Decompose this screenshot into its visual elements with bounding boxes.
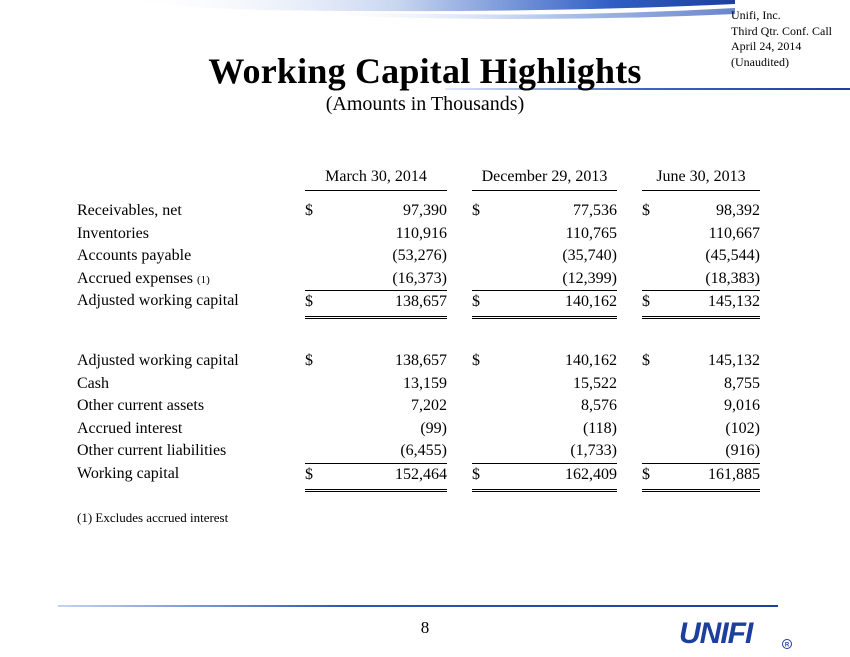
amount-value: (12,399) <box>562 269 617 287</box>
amount-value: (1,733) <box>570 442 617 459</box>
value-cell-march-2014 <box>305 463 447 486</box>
table-row <box>0 223 850 245</box>
currency-symbol: $ <box>305 465 313 483</box>
value-cell-march-2014 <box>305 200 447 222</box>
value-cell-december-2013 <box>472 463 617 486</box>
value-cell-march-2014 <box>305 373 447 395</box>
row-label-text: Working capital <box>77 464 180 482</box>
amount-value: (102) <box>725 419 760 437</box>
row-label <box>77 290 239 312</box>
column-header-march-2014: March 30, 2014 <box>305 167 447 191</box>
value-cell-march-2014 <box>305 245 447 267</box>
row-label-text: Inventories <box>77 224 149 242</box>
value-cell-december-2013 <box>472 350 617 372</box>
table-row <box>0 200 850 222</box>
value-cell-march-2014 <box>305 395 447 417</box>
currency-symbol: $ <box>305 202 313 219</box>
currency-symbol: $ <box>472 352 480 369</box>
currency-symbol: $ <box>642 202 650 219</box>
row-label-text: Other current liabilities <box>77 442 227 459</box>
value-cell-june-2013 <box>642 200 760 222</box>
event-name: Third Qtr. Conf. Call <box>731 23 832 38</box>
amount-value: 138,657 <box>395 293 447 310</box>
currency-symbol: $ <box>472 293 480 310</box>
row-label-text: Accrued expenses <box>77 269 193 287</box>
value-cell-december-2013 <box>472 223 617 245</box>
row-label <box>77 245 191 267</box>
amount-value: 7,202 <box>411 397 447 414</box>
unifi-logo <box>677 612 797 652</box>
event-date: April 24, 2014 <box>731 39 802 53</box>
table-row <box>0 350 850 372</box>
column-header-december-2013: December 29, 2013 <box>472 167 617 191</box>
value-cell-december-2013 <box>472 245 617 267</box>
currency-symbol: $ <box>642 465 650 483</box>
value-cell-march-2014 <box>305 418 447 440</box>
value-cell-june-2013 <box>642 268 760 290</box>
value-cell-june-2013 <box>642 223 760 245</box>
currency-symbol: $ <box>472 202 480 219</box>
value-cell-june-2013 <box>642 463 760 486</box>
value-cell-march-2014 <box>305 223 447 245</box>
amount-value: 15,522 <box>573 374 617 392</box>
value-cell-june-2013 <box>642 245 760 267</box>
row-label <box>77 350 239 372</box>
row-label-text: Other current assets <box>77 397 205 414</box>
row-label-text: Cash <box>77 374 109 392</box>
amount-value: 140,162 <box>565 352 617 369</box>
amount-value: 97,390 <box>403 202 447 219</box>
value-cell-december-2013 <box>472 373 617 395</box>
amount-value: 110,916 <box>395 224 447 242</box>
amount-value: 140,162 <box>565 293 617 310</box>
table-row <box>0 245 850 267</box>
table-row <box>0 290 850 312</box>
amount-value: (53,276) <box>392 247 447 264</box>
amount-value: 161,885 <box>708 465 760 483</box>
footnote-reference: (1) <box>196 273 210 286</box>
value-cell-june-2013 <box>642 418 760 440</box>
value-cell-december-2013 <box>472 268 617 290</box>
amount-value: (99) <box>420 419 447 437</box>
amount-value: 110,667 <box>708 224 760 242</box>
page-subtitle: (Amounts in Thousands) <box>325 93 525 115</box>
currency-symbol: $ <box>305 352 313 369</box>
currency-symbol: $ <box>472 465 480 483</box>
logo-wordmark: UNIFI <box>679 617 753 650</box>
value-cell-december-2013 <box>472 395 617 417</box>
value-cell-june-2013 <box>642 290 760 313</box>
amount-value: (35,740) <box>562 247 617 264</box>
amount-value: 138,657 <box>395 352 447 369</box>
row-label-text: Adjusted working capital <box>77 352 239 369</box>
row-label <box>77 395 204 417</box>
audit-status: (Unaudited) <box>731 54 789 69</box>
amount-value: 145,132 <box>708 352 760 369</box>
value-cell-december-2013 <box>472 418 617 440</box>
amount-value: 8,576 <box>581 397 617 414</box>
row-label <box>77 463 179 485</box>
currency-symbol: $ <box>642 352 650 369</box>
bottom-divider <box>58 605 778 607</box>
value-cell-december-2013 <box>472 440 617 462</box>
amount-value: 162,409 <box>565 465 617 483</box>
row-label-text: Receivables, net <box>77 202 182 219</box>
row-label <box>77 200 182 222</box>
value-cell-march-2014 <box>305 350 447 372</box>
table-row <box>0 463 850 485</box>
value-cell-june-2013 <box>642 350 760 372</box>
company-name: Unifi, Inc. <box>731 8 781 22</box>
row-label <box>77 268 210 291</box>
amount-value: (118) <box>582 419 617 437</box>
row-label <box>77 440 226 462</box>
amount-value: 145,132 <box>708 293 760 310</box>
page-title: Working Capital Highlights <box>208 51 642 91</box>
amount-value: 8,755 <box>724 374 760 392</box>
column-header-june-2013: June 30, 2013 <box>642 167 760 191</box>
amount-value: 152,464 <box>395 465 447 483</box>
row-label <box>77 223 149 245</box>
registered-mark-letter: R <box>784 642 790 649</box>
row-label-text: Accounts payable <box>77 247 192 264</box>
amount-value: 9,016 <box>724 397 760 414</box>
value-cell-june-2013 <box>642 440 760 462</box>
footnote: (1) Excludes accrued interest <box>77 510 229 525</box>
value-cell-march-2014 <box>305 440 447 462</box>
amount-value: (18,383) <box>705 269 760 287</box>
table-row <box>0 373 850 395</box>
table-row <box>0 268 850 290</box>
amount-value: 110,765 <box>565 224 617 242</box>
amount-value: 98,392 <box>716 202 760 219</box>
value-cell-june-2013 <box>642 373 760 395</box>
amount-value: (45,544) <box>705 247 760 264</box>
table-row <box>0 440 850 462</box>
row-label-text: Accrued interest <box>77 419 183 437</box>
amount-value: 13,159 <box>403 374 447 392</box>
row-label <box>77 418 182 440</box>
amount-value: (916) <box>725 442 760 459</box>
currency-symbol: $ <box>305 293 313 310</box>
value-cell-june-2013 <box>642 395 760 417</box>
amount-value: (6,455) <box>400 442 447 459</box>
value-cell-march-2014 <box>305 290 447 313</box>
value-cell-december-2013 <box>472 200 617 222</box>
value-cell-december-2013 <box>472 290 617 313</box>
row-label <box>77 373 109 395</box>
table-row <box>0 395 850 417</box>
currency-symbol: $ <box>642 293 650 310</box>
row-label-text: Adjusted working capital <box>77 292 239 309</box>
amount-value: (16,373) <box>392 269 447 287</box>
amount-value: 77,536 <box>573 202 617 219</box>
value-cell-march-2014 <box>305 268 447 290</box>
table-row <box>0 418 850 440</box>
page-number: 8 <box>420 618 430 637</box>
